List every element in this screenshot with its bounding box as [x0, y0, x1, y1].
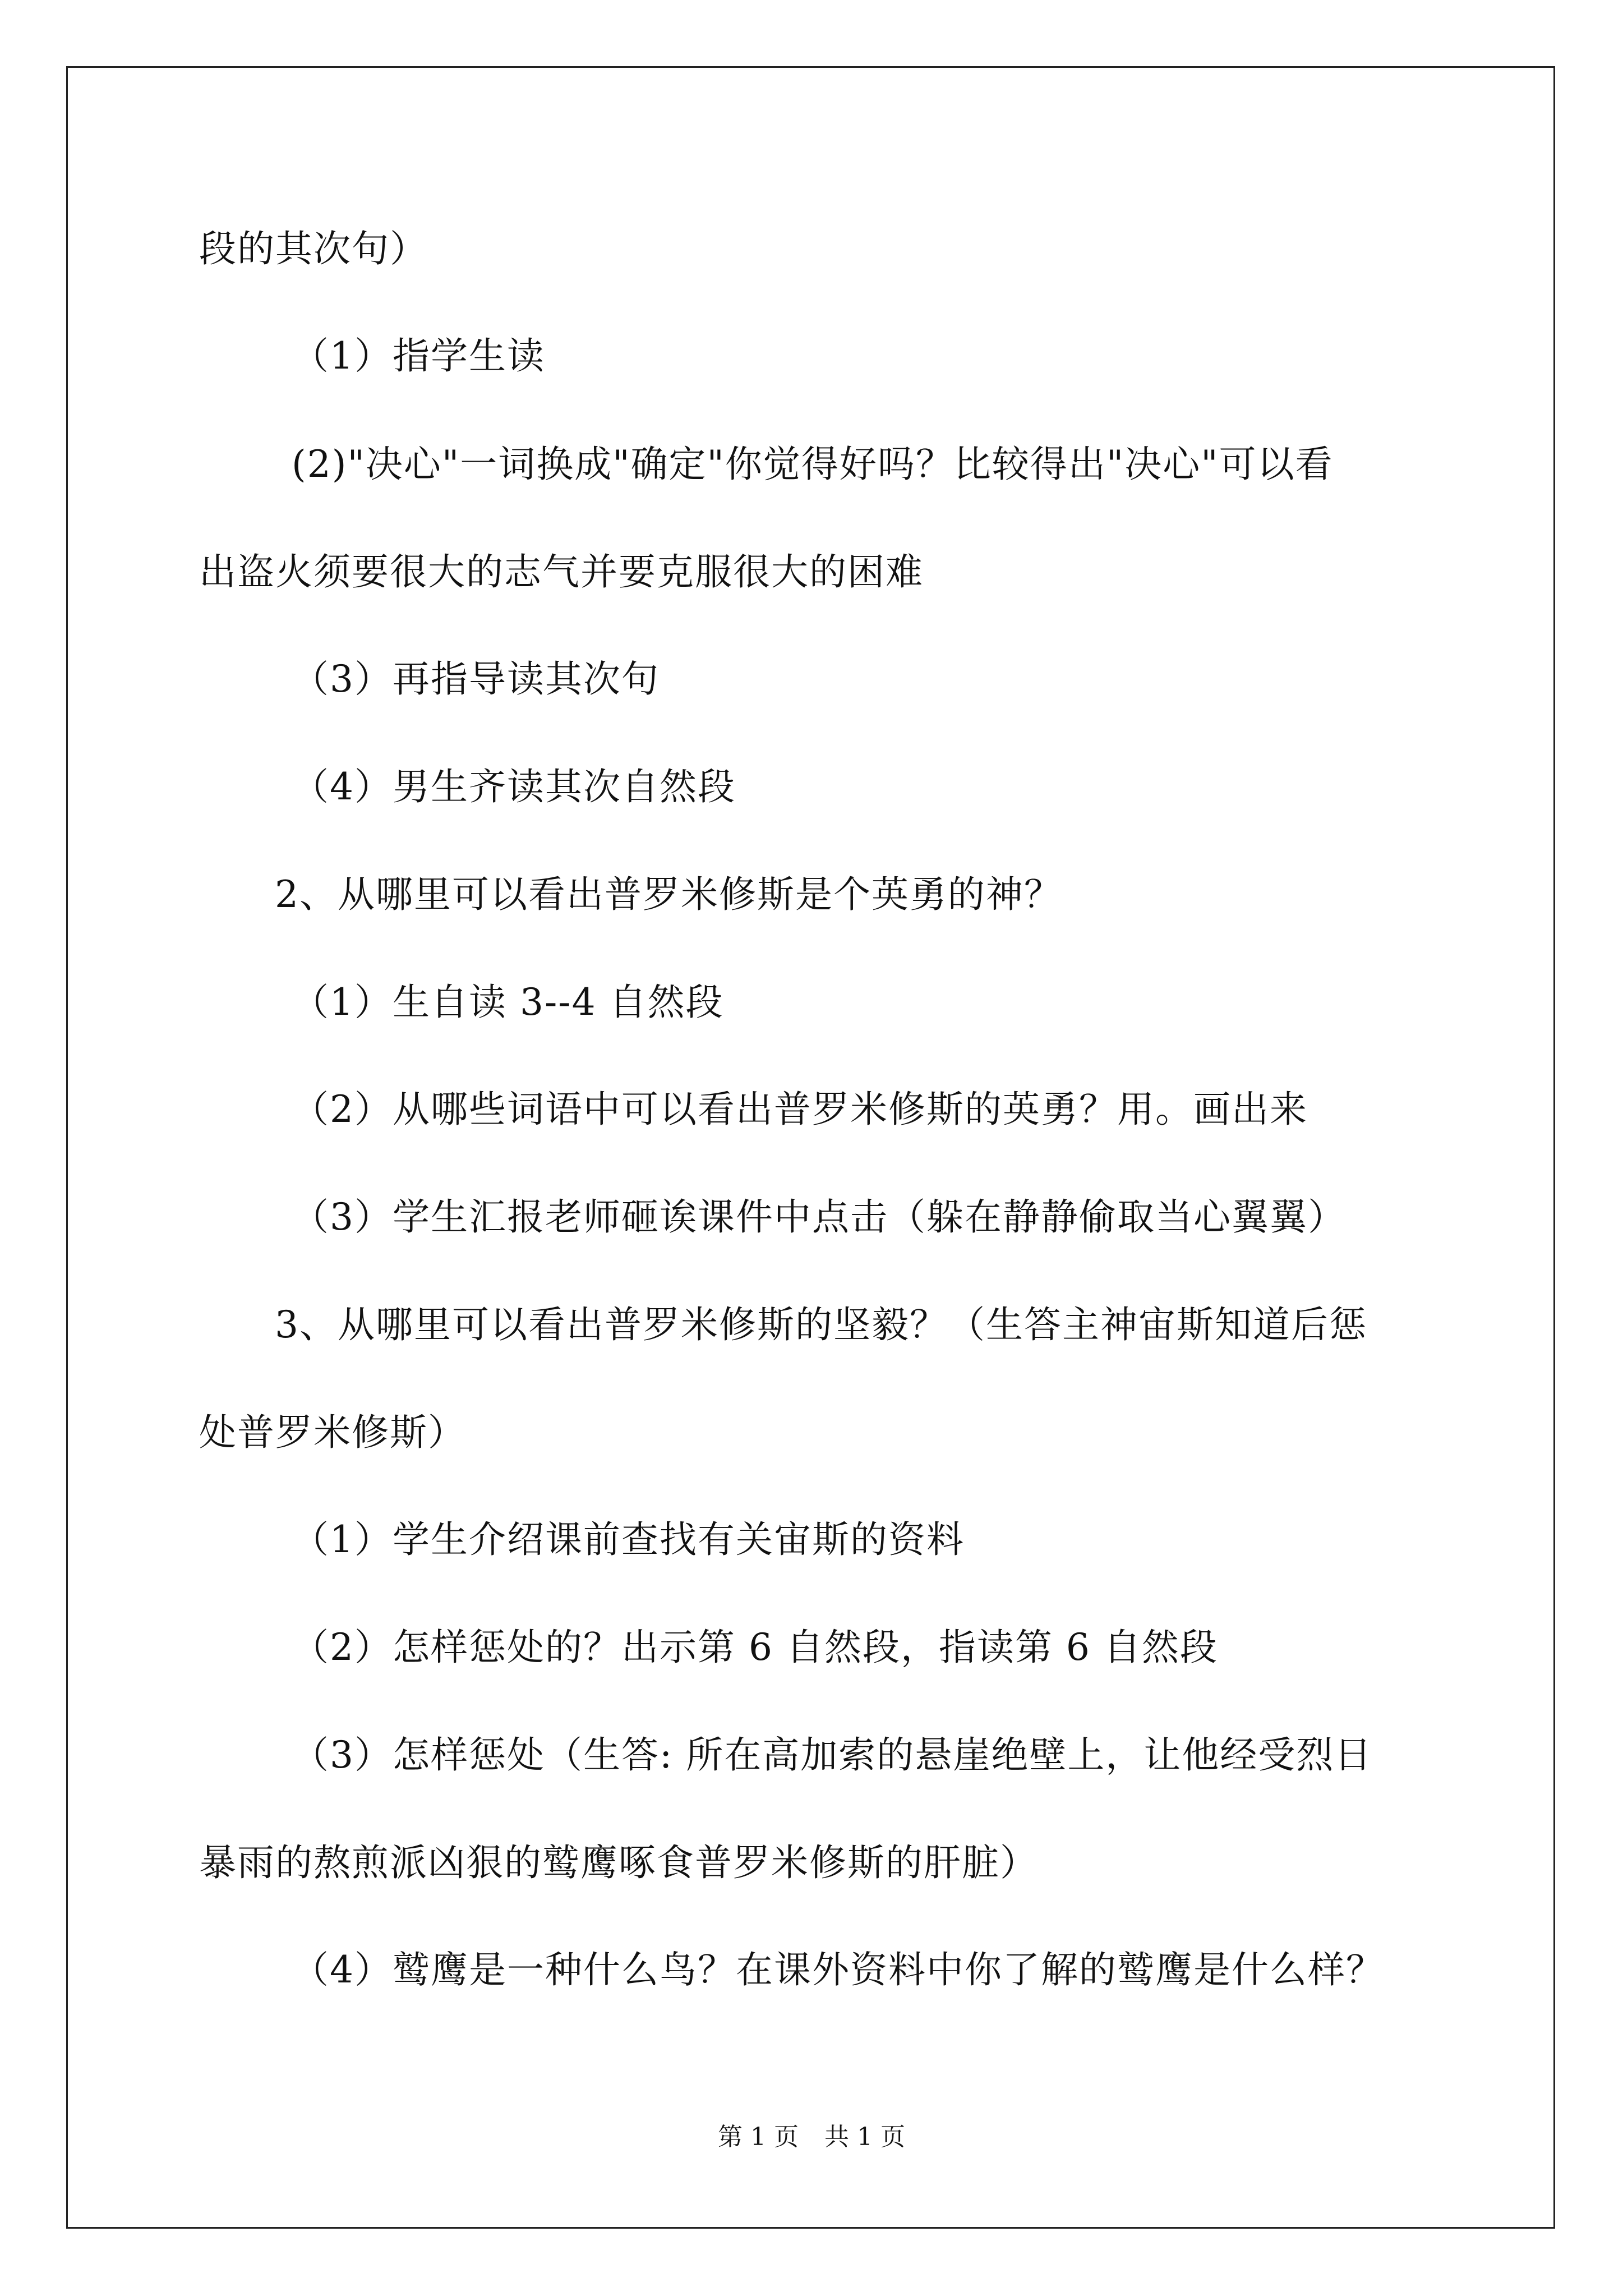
paragraph-line: 3、从哪里可以看出普罗米修斯的坚毅？（生答主神宙斯知道后惩 — [275, 1303, 1367, 1346]
paragraph-line: 处普罗米修斯） — [199, 1411, 466, 1454]
paragraph-line: （1）生自读 3--4 自然段 — [292, 981, 724, 1024]
paragraph-line: 2、从哪里可以看出普罗米修斯是个英勇的神？ — [275, 873, 1062, 916]
paragraph-line: （1）指学生读 — [292, 334, 545, 378]
page-footer — [0, 2122, 1623, 2153]
page-number: 第 1 页 — [718, 2123, 799, 2151]
paragraph-line: (2)"决心"一词换成"确定"你觉得好吗？比较得出"决心"可以看 — [292, 443, 1334, 486]
paragraph-line: 暴雨的熬煎派凶狠的鹫鹰啄食普罗米修斯的肝脏） — [199, 1841, 1038, 1884]
paragraph-line: 段的其次句） — [199, 227, 428, 270]
paragraph-line: （1）学生介绍课前查找有关宙斯的资料 — [292, 1518, 965, 1561]
paragraph-line: （3）怎样惩处（生答: 所在高加索的悬崖绝壁上，让他经受烈日 — [292, 1733, 1373, 1777]
page-border — [66, 66, 1555, 2229]
total-pages: 共 1 页 — [824, 2123, 905, 2151]
paragraph-line: （4）鹫鹰是一种什么鸟？在课外资料中你了解的鹫鹰是什么样？ — [292, 1948, 1384, 1991]
paragraph-line: （3）再指导读其次句 — [292, 657, 660, 701]
paragraph-line: （2）从哪些词语中可以看出普罗米修斯的英勇？用。画出来 — [292, 1088, 1308, 1131]
paragraph-line: 出盗火须要很大的志气并要克服很大的困难 — [199, 550, 924, 593]
paragraph-line: （4）男生齐读其次自然段 — [292, 765, 736, 808]
paragraph-line: （3）学生汇报老师砸诶课件中点击（躲在静静偷取当心翼翼） — [292, 1195, 1346, 1239]
paragraph-line: （2）怎样惩处的？出示第 6 自然段，指读第 6 自然段 — [292, 1626, 1218, 1669]
